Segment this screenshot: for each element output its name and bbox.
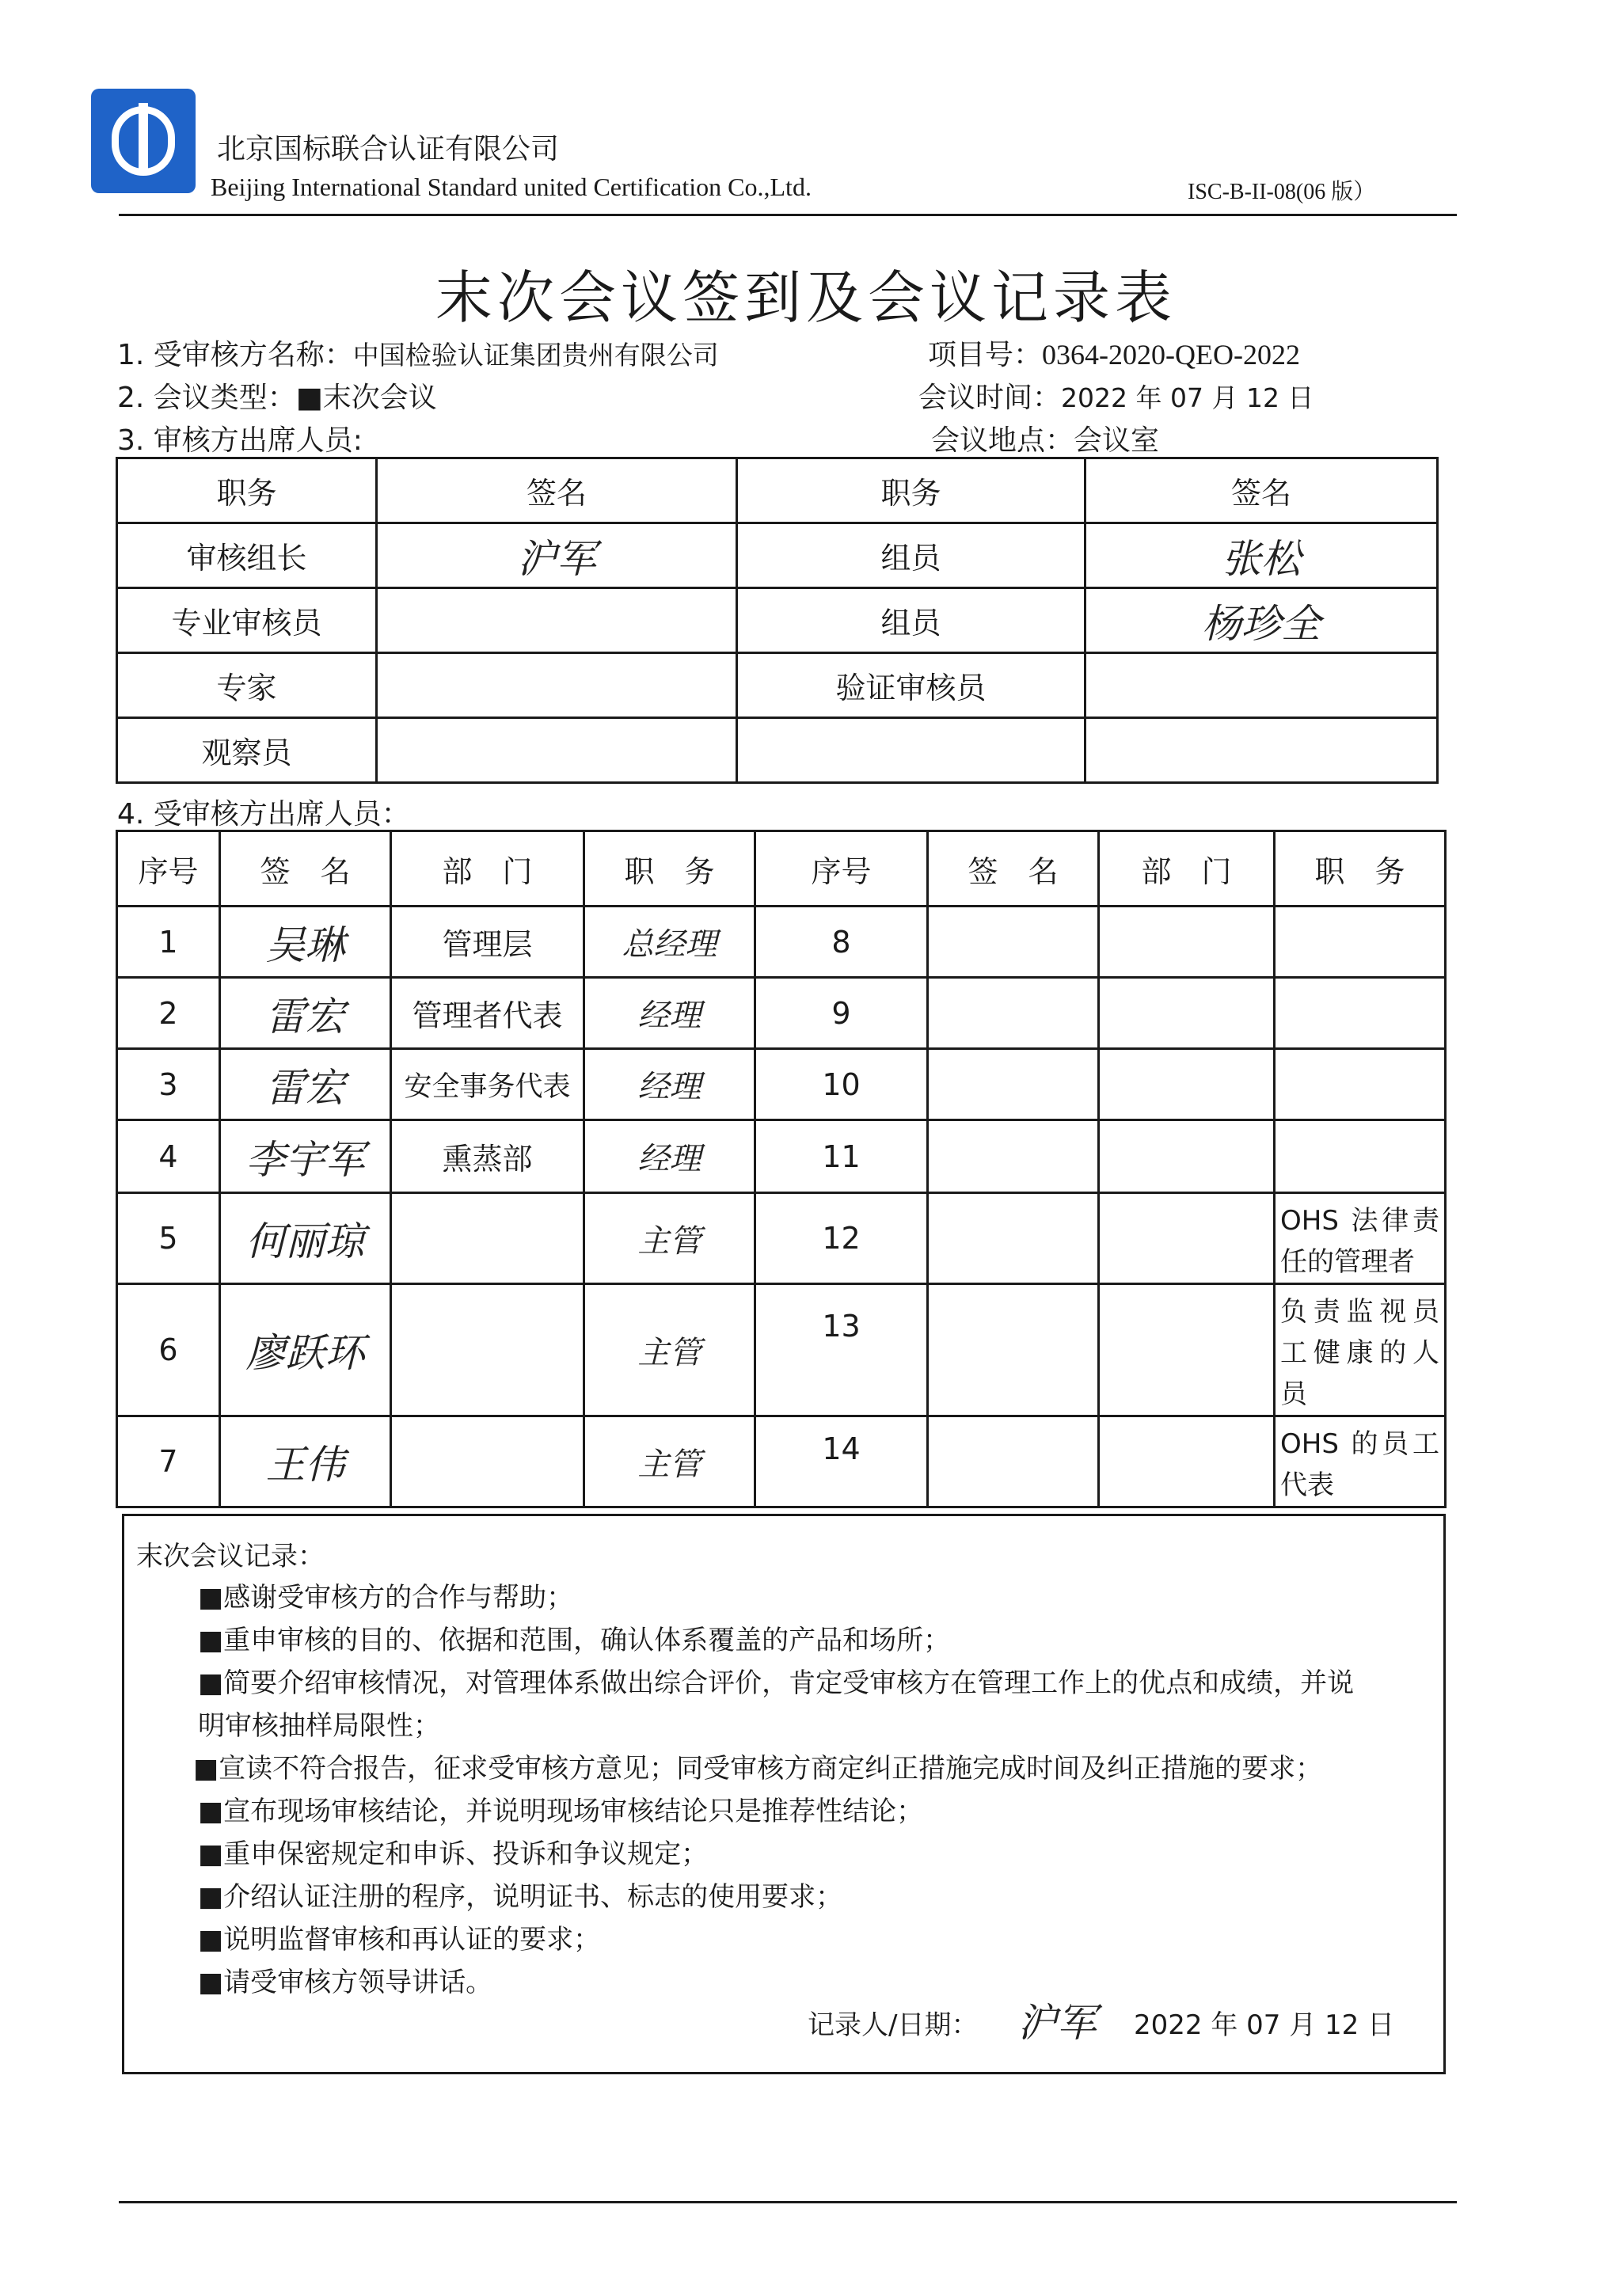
role-cell: 审核组长 (117, 523, 377, 588)
document-code: ISC-B-II-08(06 版） (1188, 180, 1376, 204)
record-item: ■重申审核的目的、依据和范围，确认体系覆盖的产品和场所； (198, 1625, 951, 1656)
meeting-time-label: 会议时间： (918, 382, 1062, 414)
department-cell: 管理层 (391, 907, 584, 978)
row-no: 5 (117, 1193, 220, 1284)
role-cell: 专业审核员 (117, 588, 377, 653)
meeting-location-line (931, 418, 1159, 458)
footer-divider (119, 2201, 1457, 2203)
department-cell (391, 1284, 584, 1416)
record-item: ■简要介绍审核情况，对管理体系做出综合评价，肯定受审核方在管理工作上的优点和成绩，并说 (198, 1667, 1355, 1699)
row-no: 10 (755, 1049, 928, 1120)
auditee-value: 中国检验认证集团贵州有限公司 (352, 340, 719, 371)
position-cell (1275, 1120, 1446, 1193)
table-row (117, 1049, 1446, 1120)
company-name-cn: 北京国标联合认证有限公司 (217, 133, 560, 165)
header-no: 序号 (117, 831, 220, 907)
position-cell (1275, 978, 1446, 1049)
row-no: 4 (117, 1120, 220, 1193)
meeting-time-line (918, 375, 1314, 416)
auditor-attendance-table (116, 457, 1439, 784)
record-item: ■请受审核方领导讲话。 (198, 1967, 493, 1998)
role-cell: 组员 (737, 588, 1085, 653)
department-cell: 管理者代表 (391, 978, 584, 1049)
auditee-attendance-table (116, 830, 1447, 1508)
position-cell: 总经理 (584, 907, 755, 978)
table-row (117, 1284, 1446, 1416)
meeting-type-line (117, 375, 437, 416)
header-role: 职务 (117, 458, 377, 523)
role-cell: 验证审核员 (737, 653, 1085, 718)
row-no: 6 (117, 1284, 220, 1416)
header-position: 职 务 (584, 831, 755, 907)
recorder-date: 2022 年 07 月 12 日 (1134, 2009, 1395, 2041)
row-no: 1 (117, 907, 220, 978)
position-cell: 主管 (584, 1416, 755, 1507)
department-cell: 安全事务代表 (391, 1049, 584, 1120)
meeting-time-value: 2022 年 07 月 12 日 (1061, 382, 1314, 413)
meeting-type-label: 2. 会议类型： (117, 382, 296, 414)
position-cell: 负责监视员工健康的人员 (1275, 1284, 1446, 1416)
signature-cell (928, 1284, 1099, 1416)
position-cell (1275, 907, 1446, 978)
signature-cell: 雷宏 (220, 978, 391, 1049)
department-cell (1099, 1193, 1275, 1284)
header-role: 职务 (737, 458, 1085, 523)
meeting-type-value: ■末次会议 (295, 382, 437, 414)
signature-cell (928, 1049, 1099, 1120)
row-no: 8 (755, 907, 928, 978)
signature-cell (928, 978, 1099, 1049)
project-value: 0364-2020-QEO-2022 (1042, 339, 1300, 371)
row-no: 2 (117, 978, 220, 1049)
position-cell: 经理 (584, 1120, 755, 1193)
record-item: ■介绍认证注册的程序，说明证书、标志的使用要求； (198, 1881, 843, 1913)
row-no: 11 (755, 1120, 928, 1193)
header-signature: 签名 (377, 458, 737, 523)
signature-cell (928, 1120, 1099, 1193)
row-no: 14 (755, 1416, 928, 1507)
record-item: ■说明监督审核和再认证的要求； (198, 1924, 601, 1956)
signature-cell: 吴琳 (220, 907, 391, 978)
row-no: 9 (755, 978, 928, 1049)
auditor-section-title: 3. 审核方出席人员: (117, 424, 363, 457)
recorder-signature: 沪军 (1017, 2000, 1097, 2046)
header-no: 序号 (755, 831, 928, 907)
department-cell (1099, 1049, 1275, 1120)
role-cell: 组员 (737, 523, 1085, 588)
position-cell: 主管 (584, 1284, 755, 1416)
recorder-label: 记录人/日期： (808, 2009, 979, 2041)
record-item: ■重申保密规定和申诉、投诉和争议规定； (198, 1838, 709, 1870)
department-cell (1099, 1416, 1275, 1507)
auditee-label: 1. 受审核方名称： (117, 339, 353, 371)
project-number-line (928, 333, 1300, 373)
position-cell (1275, 1049, 1446, 1120)
department-cell (1099, 907, 1275, 978)
department-cell (1099, 1284, 1275, 1416)
header-position: 职 务 (1275, 831, 1446, 907)
location-value: 会议室 (1074, 424, 1160, 457)
signature-cell (1085, 653, 1438, 718)
department-cell: 熏蒸部 (391, 1120, 584, 1193)
page-title: 末次会议签到及会议记录表 (435, 264, 1177, 331)
signature-cell (377, 718, 737, 783)
header-department: 部 门 (1099, 831, 1275, 907)
position-cell: OHS 的员工代表 (1275, 1416, 1446, 1507)
position-cell: 主管 (584, 1193, 755, 1284)
table-row (117, 1120, 1446, 1193)
auditee-section-title: 4. 受审核方出席人员： (117, 798, 410, 831)
record-item: ■宣布现场审核结论，并说明现场审核结论只是推荐性结论； (198, 1796, 924, 1827)
department-cell (391, 1193, 584, 1284)
role-cell: 观察员 (117, 718, 377, 783)
position-cell: OHS 法律责任的管理者 (1275, 1193, 1446, 1284)
position-cell: 经理 (584, 1049, 755, 1120)
row-no: 7 (117, 1416, 220, 1507)
table-row (117, 1193, 1446, 1284)
company-logo (91, 89, 196, 193)
record-item: 明审核抽样局限性； (198, 1710, 440, 1742)
company-name-en: Beijing International Standard united Certification Co.,Ltd. (211, 173, 812, 201)
signature-cell (928, 1416, 1099, 1507)
signature-cell: 廖跃环 (220, 1284, 391, 1416)
row-no: 3 (117, 1049, 220, 1120)
row-no: 12 (755, 1193, 928, 1284)
role-cell: 专家 (117, 653, 377, 718)
signature-cell: 张松 (1085, 523, 1438, 588)
department-cell (1099, 1120, 1275, 1193)
header-signature: 签 名 (220, 831, 391, 907)
location-label: 会议地点： (931, 424, 1074, 457)
signature-cell: 李宇军 (220, 1120, 391, 1193)
table-row (117, 1416, 1446, 1507)
auditee-name-line (117, 333, 719, 373)
signature-cell (928, 1193, 1099, 1284)
position-cell: 经理 (584, 978, 755, 1049)
signature-cell: 杨珍全 (1085, 588, 1438, 653)
table-row (117, 907, 1446, 978)
record-item: ■感谢受审核方的合作与帮助； (198, 1582, 574, 1614)
department-cell (1099, 978, 1275, 1049)
signature-cell: 王伟 (220, 1416, 391, 1507)
signature-cell: 沪军 (377, 523, 737, 588)
record-heading: 末次会议记录： (136, 1541, 325, 1572)
signature-cell (1085, 718, 1438, 783)
signature-cell (377, 653, 737, 718)
signature-cell: 何丽琼 (220, 1193, 391, 1284)
row-no: 13 (755, 1284, 928, 1416)
signature-cell (928, 907, 1099, 978)
header-divider (119, 214, 1457, 216)
signature-cell: 雷宏 (220, 1049, 391, 1120)
department-cell (391, 1416, 584, 1507)
role-cell (737, 718, 1085, 783)
record-item: ■宣读不符合报告，征求受审核方意见；同受审核方商定纠正措施完成时间及纠正措施的要求； (193, 1753, 1323, 1785)
header-department: 部 门 (391, 831, 584, 907)
project-label: 项目号： (928, 339, 1043, 371)
table-row (117, 978, 1446, 1049)
header-signature: 签名 (1085, 458, 1438, 523)
signature-cell (377, 588, 737, 653)
header-signature: 签 名 (928, 831, 1099, 907)
